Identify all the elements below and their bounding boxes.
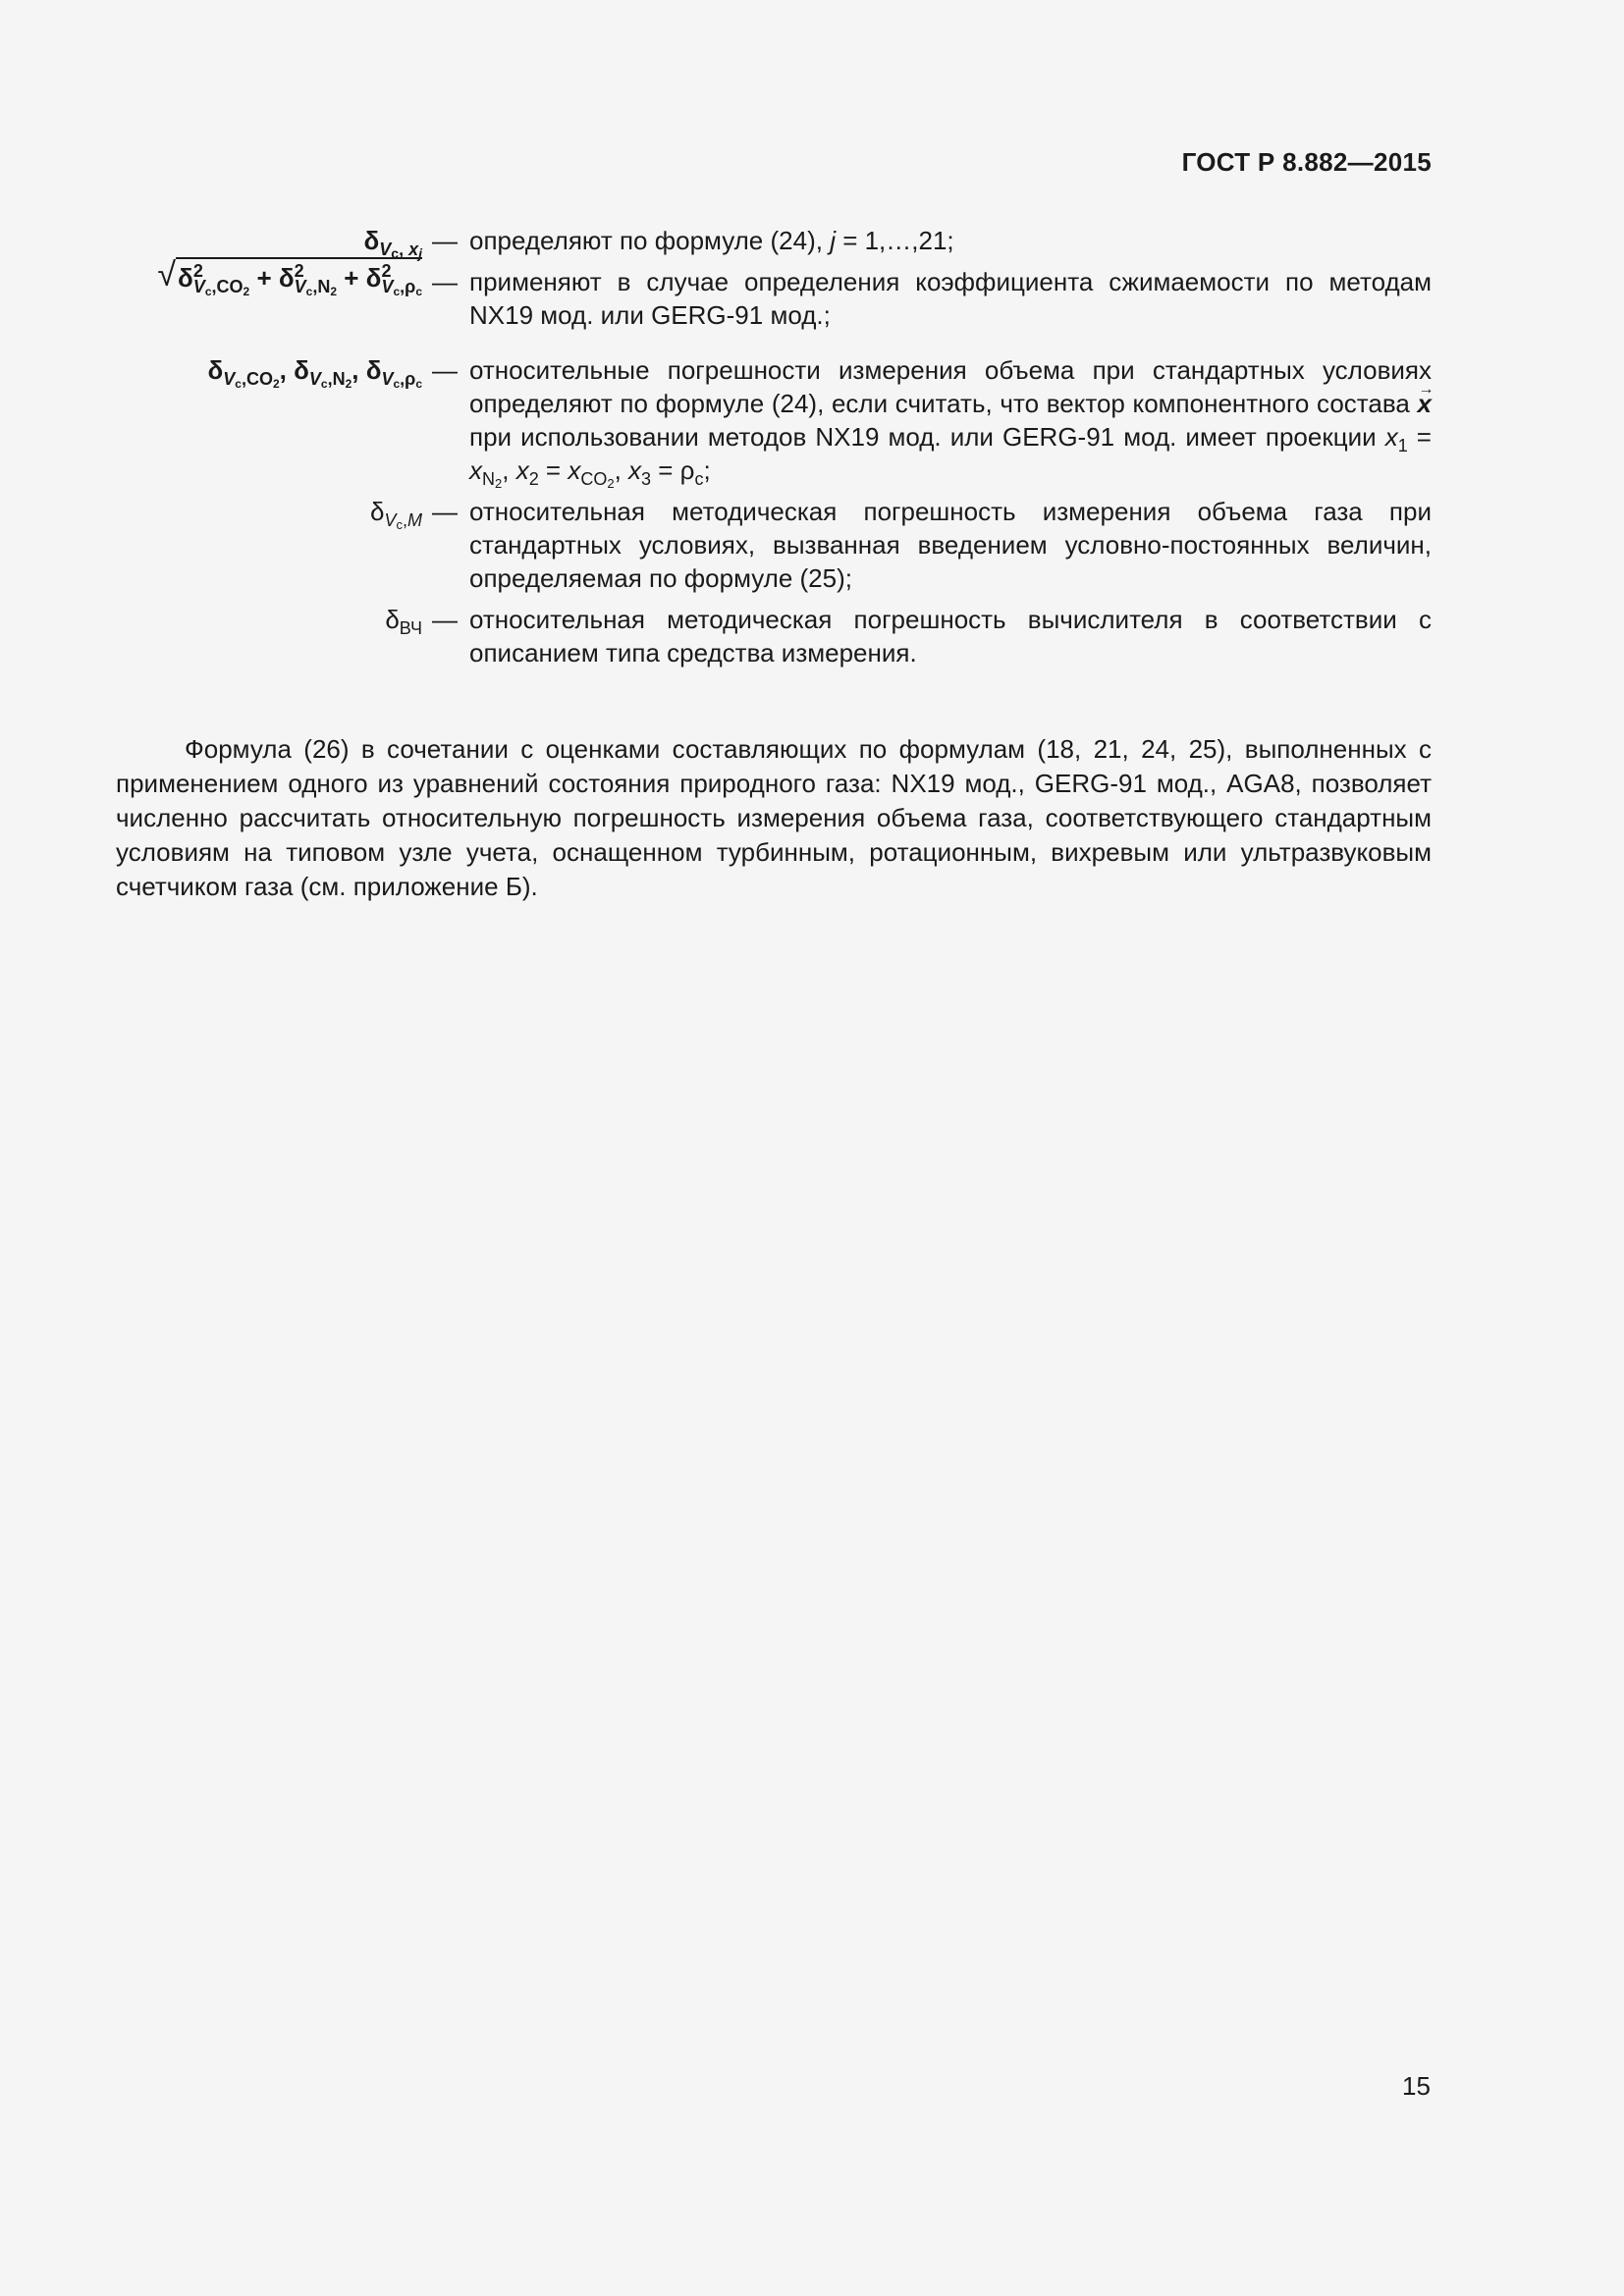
document-header: ГОСТ Р 8.882—2015 [1181,147,1432,177]
definition-item [116,495,1432,595]
definition-item [116,603,1432,669]
definition-item [116,256,1432,332]
body-paragraph: Формула (26) в сочетании с оценками составляющих по формулам (18, 21, 24, 25), выполненных с применением одного из уравнений состояния природного газа: NX19 мод., GERG-91 мод., AGA8, позволяет численно рассчитать относительную погрешность измерения объема газа, соответствующего стандартным условиям на типовом узле учета, оснащенном турбинным, ротационным, вихревым или ультразвуковым счетчиком газа (см. приложение Б). [116,734,1432,901]
definition-symbol: √ $\delta^2_{V_c,CO_2} + \delta^2_{V_c,N_2} + \delta^2_{V_c,\rho_c}$ [157,256,422,298]
definition-text: относительные погрешности измерения объема при стандартных условиях определяют по формуле (24), если считать, что вектор компонентного состава → x при использовании методов NX19 мод. или GERG-91 мод. имеет проекции $x_1 = x_{N_2}$, $x_2 = x_{CO_2}$, $x_3 = \rho_c$; [469,353,1432,487]
definition-text: применяют в случае определения коэффициента сжимаемости по методам NX19 мод. или GERG-91 мод.; [469,267,1432,330]
projections: $x_1 = x_{N_2}$, $x_2 = x_{CO_2}$, $x_3 = \rho_c$; [469,422,1432,491]
definition-symbol: $\delta_{V_c, x_j}$ [363,226,422,261]
definitions-list [116,224,1432,677]
definition-item [116,353,1432,491]
definition-symbol: $\delta_{V_c,M}$ [369,497,422,532]
definition-symbol: $\delta_{V_c,CO_2}$, $\delta_{V_c,N_2}$, $\delta_{V_c,\rho_c}$ [207,355,422,391]
definition-dash: — [432,497,458,526]
definition-item [116,224,1432,261]
definition-text: определяют по формуле (24), j = 1,…,21; [469,226,954,255]
page-number: 15 [1402,2071,1431,2101]
definition-dash: — [432,226,458,255]
definition-dash: — [432,605,458,634]
definition-dash: — [432,355,458,385]
sqrt-symbol: √ [157,256,177,294]
definition-dash: — [432,267,458,296]
vector-x: → x [1418,389,1432,418]
definition-text: относительная методическая погрешность измерения объема газа при стандартных условиях, вызванная введением условно-постоянных величин, определяемая по формуле (25); [469,497,1432,593]
definition-symbol: $\delta_{ВЧ}$ [385,605,422,638]
definition-text: относительная методическая погрешность вычислителя в соответствии с описанием типа средства измерения. [469,605,1432,667]
